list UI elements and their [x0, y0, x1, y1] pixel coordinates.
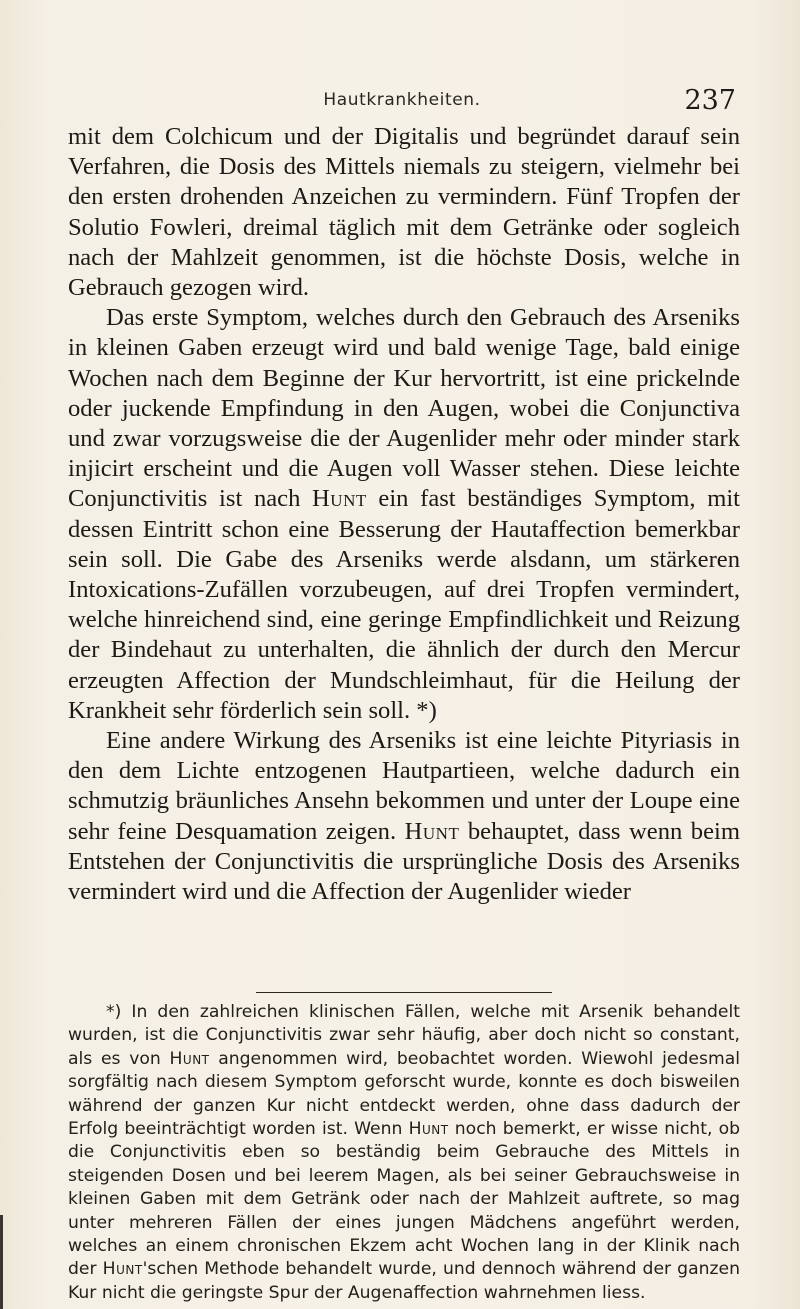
footnote-text-c: noch bemerkt, er wisse nicht, ob die Conjunctivitis eben so beständig beim Gebrauche des Mittels in steigenden Dosen und bei leerem Magen, als bei seiner Gebrauchsweise in kleinen Gaben mit dem Getränk oder nach der Mahlzeit auftrete, so mag unter mehreren Fällen der eines jungen Mädchens angeführt werden, welches an einem chronischen Ekzem acht Wochen lang in der Klinik nach der [68, 1119, 740, 1280]
paragraph-3-text-a: Eine andere Wirkung des Arseniks ist eine leichte Pityriasis in den dem Lichte entzogenen Hautpartieen, welche dadurch ein schmutzig bräunliches Ansehn bekommen und unter der Loupe eine sehr feine Desquamation zeigen. [68, 727, 740, 845]
author-name-hunt: Hunt [404, 817, 460, 845]
author-name-hunt: Hunt [102, 1259, 143, 1280]
footnote [68, 1001, 740, 1305]
author-name-hunt: Hunt [408, 1119, 449, 1140]
footnote-text-b: angenommen wird, beobachtet worden. Wiewohl jedesmal sorgfältig nach diesem Symptom geforscht wurde, konnte es doch bisweilen während der ganzen Kur nicht entdeckt werden, ohne dass dadurch der Erfolg beeinträchtigt worden ist. Wenn [68, 1048, 741, 1140]
author-name-hunt: Hunt [169, 1048, 210, 1069]
page-number: 237 [684, 85, 736, 116]
running-head: Hautkrankheiten. [323, 90, 481, 110]
page-header [68, 85, 736, 122]
paragraph-3 [68, 726, 740, 907]
footnote-paragraph [68, 1001, 740, 1305]
paragraph-2-text-b: ein fast beständiges Symptom, mit dessen Eintritt schon eine Besserung der Hautaffection bemerkbar sein soll. Die Gabe des Arseniks werde alsdann, um stärkeren Intoxications-Zufällen vorzubeugen, auf drei Tropfen vermindert, welche hinreichend sind, eine geringe Empfindlichkeit und Reizung der Bindehaut zu unterhalten, die ähnlich der durch den Mercur erzeugten Affection der Mundschleimhaut, für die Heilung der Krankheit sehr förderlich sein soll. *) [68, 485, 740, 724]
author-name-hunt: Hunt [312, 485, 367, 513]
footnote-separator [256, 992, 552, 993]
paragraph-1 [68, 122, 740, 303]
main-text [68, 122, 740, 907]
binding-edge-mark [0, 1215, 3, 1309]
paragraph-3-text-b: behauptet, dass wenn beim Entstehen der Conjunctivitis die ursprüngliche Dosis des Arseniks vermindert wird und die Affection der Augenlider wieder [68, 817, 740, 906]
footnote-text-d: 'schen Methode behandelt wurde, und dennoch während der ganzen Kur nicht die geringste Spur der Augenaffection wahrnehmen liess. [68, 1259, 741, 1303]
paragraph-2-text-a: Das erste Symptom, welches durch den Gebrauch des Arseniks in kleinen Gaben erzeugt wird und bald wenige Tage, bald einige Wochen nach dem Beginne der Kur hervortritt, ist eine prickelnde oder juckende Empfindung in den Augen, wobei die Conjunctiva und zwar vorzugsweise die der Augenlider mehr oder minder stark injicirt erscheint und die Augen voll Wasser stehen. Diese leichte Conjunctivitis ist nach [68, 304, 740, 513]
paragraph-2 [68, 303, 740, 726]
footnote-text-a: *) In den zahlreichen klinischen Fällen, welche mit Arsenik behandelt wurden, ist die Conjunctivitis zwar sehr häufig, aber doch nicht so constant, als es von [68, 1002, 740, 1069]
paragraph-1-text: mit dem Colchicum und der Digitalis und begründet darauf sein Verfahren, die Dosis des Mittels niemals zu steigern, vielmehr bei den ersten drohenden Anzeichen zu vermindern. Fünf Tropfen der Solutio Fowleri, dreimal täglich mit dem Getränke oder sogleich nach der Mahlzeit genommen, ist die höchste Dosis, welche in Gebrauch gezogen wird. [68, 123, 740, 302]
